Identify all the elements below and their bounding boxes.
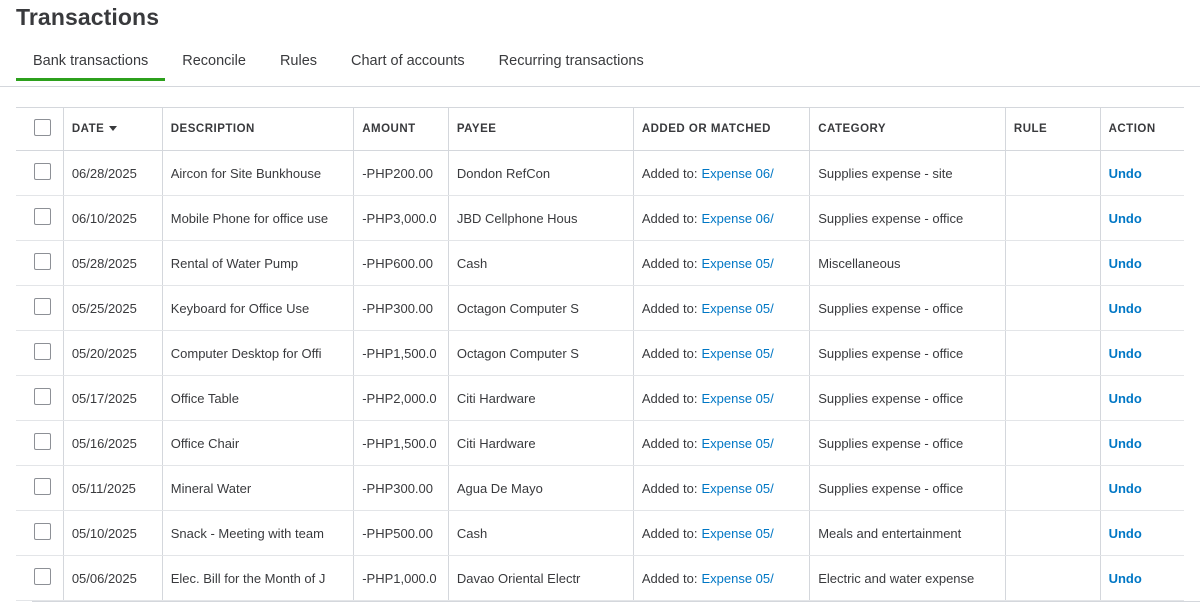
table-row[interactable] bbox=[16, 511, 1184, 556]
row-select-cell bbox=[16, 196, 63, 241]
added-expense-link[interactable]: Expense 06/ bbox=[701, 210, 774, 226]
row-description bbox=[162, 376, 353, 421]
row-date-text: 06/28/2025 bbox=[71, 165, 137, 181]
row-action bbox=[1100, 286, 1184, 331]
row-rule bbox=[1005, 151, 1100, 196]
added-prefix-label: Added to: bbox=[641, 345, 698, 361]
row-select-cell bbox=[16, 241, 63, 286]
row-payee bbox=[448, 196, 633, 241]
row-category bbox=[810, 511, 1006, 556]
transactions-table-wrap bbox=[16, 107, 1184, 602]
table-row[interactable] bbox=[16, 151, 1184, 196]
row-date-text: 05/10/2025 bbox=[71, 525, 137, 541]
row-category bbox=[810, 286, 1006, 331]
row-select-checkbox[interactable] bbox=[34, 478, 51, 495]
undo-button[interactable]: Undo bbox=[1108, 435, 1142, 451]
added-prefix-label: Added to: bbox=[641, 570, 698, 586]
row-amount bbox=[354, 151, 449, 196]
row-date-text: 05/16/2025 bbox=[71, 435, 137, 451]
row-description bbox=[162, 196, 353, 241]
row-payee-text: Agua De Mayo bbox=[456, 480, 543, 496]
tab-recurring-transactions[interactable]: Recurring transactions bbox=[498, 53, 644, 69]
row-amount-text: -PHP600.00 bbox=[362, 255, 434, 271]
row-select-cell bbox=[16, 286, 63, 331]
row-description-text: Rental of Water Pump bbox=[170, 255, 299, 271]
added-expense-link[interactable]: Expense 05/ bbox=[701, 480, 774, 496]
row-action bbox=[1100, 331, 1184, 376]
row-added-or-matched bbox=[633, 556, 809, 601]
row-date-text: 06/10/2025 bbox=[71, 210, 137, 226]
row-date bbox=[63, 286, 162, 331]
added-prefix-label: Added to: bbox=[641, 210, 698, 226]
added-prefix-label: Added to: bbox=[641, 525, 698, 541]
row-select-cell bbox=[16, 556, 63, 601]
row-description-text: Elec. Bill for the Month of J bbox=[170, 570, 326, 586]
row-amount bbox=[354, 466, 449, 511]
row-category-text: Supplies expense - site bbox=[818, 165, 953, 181]
row-amount bbox=[354, 331, 449, 376]
table-row[interactable] bbox=[16, 421, 1184, 466]
tab-reconcile[interactable]: Reconcile bbox=[182, 53, 246, 69]
row-payee-text: Cash bbox=[456, 255, 488, 271]
row-payee bbox=[448, 556, 633, 601]
row-select-checkbox[interactable] bbox=[34, 298, 51, 315]
row-select-checkbox[interactable] bbox=[34, 163, 51, 180]
row-category-text: Supplies expense - office bbox=[818, 390, 964, 406]
row-description-text: Snack - Meeting with team bbox=[170, 525, 324, 541]
row-category-text: Supplies expense - office bbox=[818, 435, 964, 451]
row-date-text: 05/28/2025 bbox=[71, 255, 137, 271]
undo-button[interactable]: Undo bbox=[1108, 345, 1142, 361]
row-amount-text: -PHP1,000.0 bbox=[362, 570, 437, 586]
row-select-checkbox[interactable] bbox=[34, 253, 51, 270]
row-description-text: Keyboard for Office Use bbox=[170, 300, 310, 316]
row-added-or-matched bbox=[633, 511, 809, 556]
row-category bbox=[810, 196, 1006, 241]
row-description-text: Computer Desktop for Offi bbox=[170, 345, 322, 361]
table-row[interactable] bbox=[16, 331, 1184, 376]
row-payee-text: Citi Hardware bbox=[456, 390, 536, 406]
row-description-text: Office Table bbox=[170, 390, 239, 406]
row-added-or-matched bbox=[633, 196, 809, 241]
row-payee bbox=[448, 241, 633, 286]
added-expense-link[interactable]: Expense 05/ bbox=[701, 435, 774, 451]
row-rule bbox=[1005, 286, 1100, 331]
row-description-text: Mobile Phone for office use bbox=[170, 210, 329, 226]
row-amount-text: -PHP500.00 bbox=[362, 525, 434, 541]
row-payee-text: Dondon RefCon bbox=[456, 165, 551, 181]
row-rule bbox=[1005, 241, 1100, 286]
row-category bbox=[810, 151, 1006, 196]
row-description bbox=[162, 331, 353, 376]
row-payee bbox=[448, 151, 633, 196]
row-action bbox=[1100, 151, 1184, 196]
row-rule bbox=[1005, 556, 1100, 601]
row-description bbox=[162, 286, 353, 331]
row-select-cell bbox=[16, 466, 63, 511]
row-description bbox=[162, 421, 353, 466]
added-expense-link[interactable]: Expense 05/ bbox=[701, 390, 774, 406]
undo-button[interactable]: Undo bbox=[1108, 165, 1142, 181]
added-expense-link[interactable]: Expense 05/ bbox=[701, 300, 774, 316]
row-amount bbox=[354, 286, 449, 331]
row-action bbox=[1100, 421, 1184, 466]
undo-button[interactable]: Undo bbox=[1108, 210, 1142, 226]
row-amount-text: -PHP300.00 bbox=[362, 300, 434, 316]
row-date-text: 05/11/2025 bbox=[71, 480, 136, 496]
row-select-cell bbox=[16, 511, 63, 556]
column-header-description[interactable]: DESCRIPTION bbox=[162, 108, 353, 151]
row-category bbox=[810, 376, 1006, 421]
row-category-text: Meals and entertainment bbox=[818, 525, 962, 541]
row-category bbox=[810, 556, 1006, 601]
row-date bbox=[63, 151, 162, 196]
row-date bbox=[63, 511, 162, 556]
row-action bbox=[1100, 241, 1184, 286]
row-payee bbox=[448, 511, 633, 556]
row-description bbox=[162, 241, 353, 286]
column-header-added-or-matched[interactable]: ADDED OR MATCHED bbox=[633, 108, 809, 151]
row-select-checkbox[interactable] bbox=[34, 208, 51, 225]
row-rule bbox=[1005, 331, 1100, 376]
undo-button[interactable]: Undo bbox=[1108, 300, 1142, 316]
row-select-cell bbox=[16, 421, 63, 466]
row-amount bbox=[354, 421, 449, 466]
added-prefix-label: Added to: bbox=[641, 165, 698, 181]
row-amount bbox=[354, 511, 449, 556]
added-expense-link[interactable]: Expense 05/ bbox=[701, 525, 774, 541]
row-category bbox=[810, 331, 1006, 376]
row-category-text: Miscellaneous bbox=[818, 255, 901, 271]
row-added-or-matched bbox=[633, 376, 809, 421]
row-select-checkbox[interactable] bbox=[34, 388, 51, 405]
row-added-or-matched bbox=[633, 331, 809, 376]
row-payee-text: Citi Hardware bbox=[456, 435, 536, 451]
row-date-text: 05/17/2025 bbox=[71, 390, 137, 406]
row-rule bbox=[1005, 421, 1100, 466]
row-rule bbox=[1005, 466, 1100, 511]
row-date-text: 05/25/2025 bbox=[71, 300, 137, 316]
row-date bbox=[63, 196, 162, 241]
row-payee-text: Octagon Computer S bbox=[456, 300, 579, 316]
added-expense-link[interactable]: Expense 06/ bbox=[701, 165, 774, 181]
transactions-table bbox=[16, 107, 1184, 601]
row-amount bbox=[354, 241, 449, 286]
row-added-or-matched bbox=[633, 151, 809, 196]
row-date bbox=[63, 556, 162, 601]
row-date-text: 05/20/2025 bbox=[71, 345, 137, 361]
row-description-text: Office Chair bbox=[170, 435, 240, 451]
row-payee-text: Octagon Computer S bbox=[456, 345, 579, 361]
row-select-cell bbox=[16, 376, 63, 421]
table-header bbox=[16, 108, 1184, 151]
row-description bbox=[162, 511, 353, 556]
table-row[interactable] bbox=[16, 286, 1184, 331]
row-added-or-matched bbox=[633, 286, 809, 331]
row-rule bbox=[1005, 376, 1100, 421]
select-all-header bbox=[16, 108, 63, 151]
row-select-cell bbox=[16, 151, 63, 196]
page-title: Transactions bbox=[16, 4, 160, 30]
row-description bbox=[162, 556, 353, 601]
row-rule bbox=[1005, 196, 1100, 241]
undo-button[interactable]: Undo bbox=[1108, 255, 1142, 271]
select-all-checkbox[interactable] bbox=[34, 119, 51, 136]
row-date-text: 05/06/2025 bbox=[71, 570, 137, 586]
added-prefix-label: Added to: bbox=[641, 435, 698, 451]
row-category-text: Supplies expense - office bbox=[818, 300, 964, 316]
added-prefix-label: Added to: bbox=[641, 390, 698, 406]
table-row[interactable] bbox=[16, 376, 1184, 421]
row-amount-text: -PHP1,500.0 bbox=[362, 345, 437, 361]
column-header-category[interactable]: CATEGORY bbox=[810, 108, 1006, 151]
row-description bbox=[162, 151, 353, 196]
row-payee-text: Davao Oriental Electr bbox=[456, 570, 581, 586]
column-header-action[interactable]: ACTION bbox=[1100, 108, 1184, 151]
row-payee bbox=[448, 286, 633, 331]
row-payee bbox=[448, 376, 633, 421]
row-category bbox=[810, 241, 1006, 286]
row-rule bbox=[1005, 511, 1100, 556]
added-prefix-label: Added to: bbox=[641, 480, 698, 496]
tab-bar bbox=[0, 53, 1200, 87]
added-expense-link[interactable]: Expense 05/ bbox=[701, 570, 774, 586]
tab-chart-of-accounts[interactable]: Chart of accounts bbox=[351, 53, 465, 69]
row-date bbox=[63, 466, 162, 511]
row-payee bbox=[448, 331, 633, 376]
row-description bbox=[162, 466, 353, 511]
row-amount-text: -PHP2,000.0 bbox=[362, 390, 437, 406]
row-category-text: Electric and water expense bbox=[818, 570, 975, 586]
row-amount bbox=[354, 556, 449, 601]
row-select-checkbox[interactable] bbox=[34, 433, 51, 450]
row-added-or-matched bbox=[633, 466, 809, 511]
row-category bbox=[810, 466, 1006, 511]
row-select-checkbox[interactable] bbox=[34, 343, 51, 360]
row-category-text: Supplies expense - office bbox=[818, 480, 964, 496]
row-select-checkbox[interactable] bbox=[34, 568, 51, 585]
column-header-date-label: DATE bbox=[71, 123, 105, 135]
row-payee-text: JBD Cellphone Hous bbox=[456, 210, 578, 226]
row-category-text: Supplies expense - office bbox=[818, 210, 964, 226]
undo-button[interactable]: Undo bbox=[1108, 480, 1142, 496]
column-header-payee[interactable]: PAYEE bbox=[448, 108, 633, 151]
row-category bbox=[810, 421, 1006, 466]
row-action bbox=[1100, 556, 1184, 601]
row-category-text: Supplies expense - office bbox=[818, 345, 964, 361]
row-action bbox=[1100, 196, 1184, 241]
row-payee-text: Cash bbox=[456, 525, 488, 541]
table-row[interactable] bbox=[16, 556, 1184, 601]
column-header-amount[interactable]: AMOUNT bbox=[354, 108, 449, 151]
row-added-or-matched bbox=[633, 421, 809, 466]
row-date bbox=[63, 376, 162, 421]
undo-button[interactable]: Undo bbox=[1108, 525, 1142, 541]
row-amount-text: -PHP3,000.0 bbox=[362, 210, 437, 226]
undo-button[interactable]: Undo bbox=[1108, 570, 1142, 586]
row-added-or-matched bbox=[633, 241, 809, 286]
table-row[interactable] bbox=[16, 241, 1184, 286]
undo-button[interactable]: Undo bbox=[1108, 390, 1142, 406]
row-amount-text: -PHP1,500.0 bbox=[362, 435, 437, 451]
row-date bbox=[63, 421, 162, 466]
row-amount-text: -PHP200.00 bbox=[362, 165, 434, 181]
row-action bbox=[1100, 511, 1184, 556]
row-amount bbox=[354, 376, 449, 421]
row-payee bbox=[448, 421, 633, 466]
row-select-checkbox[interactable] bbox=[34, 523, 51, 540]
row-date bbox=[63, 331, 162, 376]
table-body bbox=[16, 151, 1184, 601]
tab-rules[interactable]: Rules bbox=[279, 53, 318, 69]
added-prefix-label: Added to: bbox=[641, 255, 698, 271]
added-expense-link[interactable]: Expense 05/ bbox=[701, 345, 774, 361]
row-date bbox=[63, 241, 162, 286]
tab-bank-transactions[interactable]: Bank transactions bbox=[16, 53, 165, 80]
row-action bbox=[1100, 466, 1184, 511]
table-row[interactable] bbox=[16, 196, 1184, 241]
row-action bbox=[1100, 376, 1184, 421]
row-amount-text: -PHP300.00 bbox=[362, 480, 434, 496]
row-amount bbox=[354, 196, 449, 241]
sort-desc-icon bbox=[109, 126, 117, 131]
row-description-text: Mineral Water bbox=[170, 480, 252, 496]
column-header-date[interactable] bbox=[63, 108, 162, 151]
table-header-row bbox=[16, 108, 1184, 151]
column-header-rule[interactable]: RULE bbox=[1005, 108, 1100, 151]
row-select-cell bbox=[16, 331, 63, 376]
added-expense-link[interactable]: Expense 05/ bbox=[701, 255, 774, 271]
added-prefix-label: Added to: bbox=[641, 300, 698, 316]
table-row[interactable] bbox=[16, 466, 1184, 511]
row-description-text: Aircon for Site Bunkhouse bbox=[170, 165, 322, 181]
row-payee bbox=[448, 466, 633, 511]
